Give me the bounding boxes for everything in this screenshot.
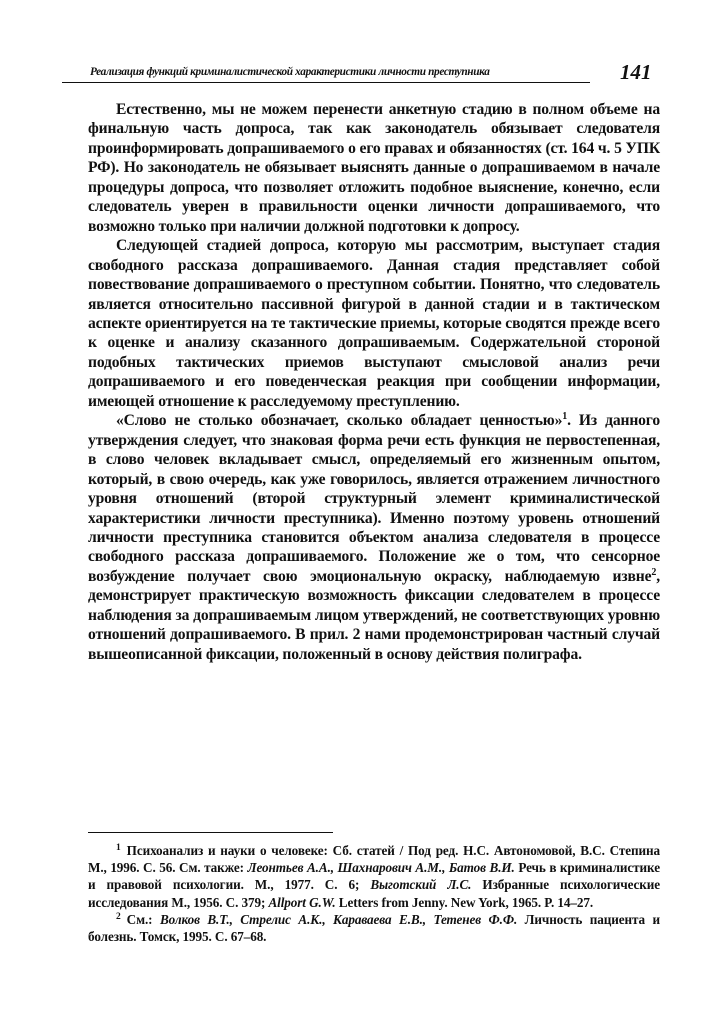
footnote-2-mark: 2 [116,911,121,922]
footnote-ref-1[interactable]: 1 [562,411,568,423]
header-rule [62,82,590,83]
footnote-1-authors-2: Выготский Л.С. [370,877,472,893]
footnote-2-authors: Волков В.Т., Стрелис А.К., Караваева Е.В., Тетенев Ф.Ф. [159,911,518,927]
footnote-1-text: Психоанализ и науки о человеке: Сб. статей / Под ред. Н.С. Автономовой, В.С. Степина М., 1996. С. 56. См. также: [88,843,660,876]
footnote-1-mark: 1 [116,843,121,853]
page-number: 141 [620,60,652,84]
footnote-1-text-2: Речь в криминалистике и правовой психологии. М., 1977. С. 6; [88,860,660,893]
footnote-1-authors-3: Allport G.W. [268,894,336,910]
footnote-1-text-4: Letters from Jenny. New York, 1965. P. 14–27. [335,894,594,910]
footnote-2 [88,911,660,945]
footnote-1-text-3: Избранные психологические исследования М., 1956. С. 379; [88,877,660,910]
paragraph-3 [88,411,660,664]
paragraph-2: Следующей стадией допроса, которую мы рассмотрим, выступает стадия свободного рассказа допрашиваемого. Данная стадия представляет собой повествование допрашиваемого о преступном событии. Понятно, что следователь является относительно пассивной фигурой в данной стадии и в тактическом аспекте ориентируется на те тактические приемы, которые сводятся прежде всего к оценке и анализу сказанного допрашиваемым. Содержательной стороной подобных тактических приемов выступают смысловой анализ речи допрашиваемого и его поведенческая реакция при сообщении информации, имеющей отношение к расследуемому преступлению. [88,237,660,410]
paragraph-3-text: . Из данного утверждения следует, что знаковая форма речи есть функция не первостепенная, в слово человек вкладывает смысл, определяемый его жизненным опытом, который, в свою очередь, как уже говорилось, является отражением личностного уровня отношений (второй структурный элемент криминалистической характеристики личности преступника). Именно поэтому уровень отношений личности преступника становится объектом анализа следователя в процессе свободного рассказа допрашиваемого. Положение же о том, что сенсорное возбуждение получает свою эмоциональную окраску, наблюдаемую извне [88,412,660,585]
running-title: Реализация функций криминалистической характеристики личности преступника [90,66,490,78]
footnote-rule [88,832,333,833]
quote-text: «Слово не столько обозначает, сколько обладает ценностью» [116,412,563,430]
footnote-1 [88,842,660,911]
footnote-2-text: См.: [126,911,160,927]
footnote-2-text-2: Личность пациента и болезнь. Томск, 1995. С. 67–68. [88,911,661,945]
footnote-ref-2[interactable]: 2 [651,566,657,578]
paragraph-1: Естественно, мы не можем перенести анкетную стадию в полном объеме на финальную часть допроса, так как законодатель обязывает следователя проинформировать допрашиваемого о его правах и обязанностях (ст. 164 ч. 5 УПК РФ). Но законодатель не обязывает выяснять данные о допрашиваемом в начале процедуры допроса, что позволяет отложить подобное выяснение, конечно, если следователь уверен в правильности оценки личности допрашиваемого, что возможно только при наличии должной подготовки к допросу. [88,101,660,235]
main-text [88,100,660,664]
footnote-1-authors-1: Леонтьев А.А., Шахнарович А.М., Батов В.И. [247,860,515,876]
page-header [62,60,672,86]
paragraph-3-end: , демонстрирует практическую возможность фиксации следователем в процессе наблюдения за допрашиваемым лицом утверждений, не соответствующих уровню отношений допрашиваемого. В прил. 2 нами продемонстрирован частный случай вышеописанной фиксации, положенный в основу действия полиграфа. [88,567,660,663]
footnotes [88,842,660,945]
